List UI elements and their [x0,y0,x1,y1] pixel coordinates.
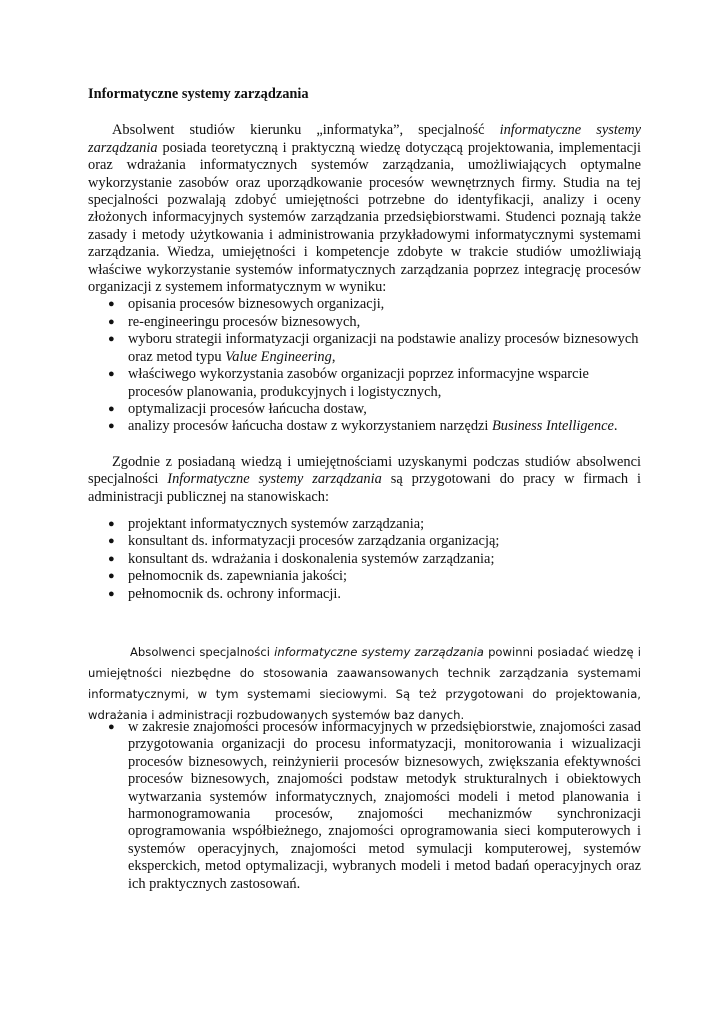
list-item: ● właściwego wykorzystania zasobów organizacji poprzez informacyjne wsparcie procesów planowania, produkcyjnych i logistycznych, [108,366,589,400]
bullet-icon: ● [108,402,115,415]
list-item: ● konsultant ds. wdrażania i doskonalenia systemów zarządzania; [108,550,495,567]
list-item: ● opisania procesów biznesowych organizacji, [108,296,385,313]
bullet-icon: ● [108,517,115,530]
bullet-icon: ● [108,298,115,311]
list-item: ● optymalizacji procesów łańcucha dostaw, [108,400,367,417]
list-item: ● pełnomocnik ds. ochrony informacji. [108,585,342,602]
list-item: ● re-engineeringu procesów biznesowych, [108,313,361,330]
bullet-icon: ● [108,587,115,600]
bullet-icon: ● [108,570,115,583]
list-item: ● analizy procesów łańcucha dostaw z wykorzystaniem narzędzi Business Intelligence. [108,418,618,435]
intro-text-italic: informatyczne systemy zarządzania [88,122,641,156]
bullet-icon: ● [108,315,115,328]
bullet-icon: ● [108,333,115,346]
document-page [88,86,641,603]
list-item: ● pełnomocnik ds. zapewniania jakości; [108,568,347,585]
document-title: Informatyczne systemy zarządzania [88,86,309,102]
list-item: ● konsultant ds. informatyzacji procesów zarządzania organizacją; [108,533,500,550]
intro-paragraph [88,122,641,296]
bullet-icon: ● [108,420,115,433]
positions-list [88,516,641,603]
graduates-paragraph: Absolwenci specjalności informatyczne systemy zarządzania powinni posiadać wiedzę i umiejętności niezbędne do stosowania zaawansowanych technik zarządzania systemami informatycznymi, w tym systemami sieciowymi. Są też przygotowani do projektowania, wdrażania i administracji rozbudowanych systemów baz danych. [88,644,641,722]
intro-text-a: Absolwent studiów kierunku „informatyka”, specjalność [112,122,500,139]
knowledge-list [88,719,641,893]
list-item: ● wyboru strategii informatyzacji organizacji na podstawie analizy procesów biznesowych oraz metod typu Value Engineering, [108,331,639,365]
careers-paragraph: Zgodnie z posiadaną wiedzą i umiejętnościami uzyskanymi podczas studiów absolwenci specjalności Informatyczne systemy zarządzania są przygotowani do pracy w firmach i administracji publicznej na stanowiskach: [88,453,641,505]
bullet-icon: ● [108,535,115,548]
intro-text-b: posiada teoretyczną i praktyczną wiedzę dotyczącą projektowania, implementacji oraz wdrażania informatycznych systemów zarządzania, umożliwiających optymalne wykorzystanie zasobów oraz uporządkowanie procesów wewnętrznych firmy. Studia na tej specjalności pozwalają zdobyć umiejętności potrzebne do identyfikacji, analizy i oceny złożonych informacyjnych systemów zarządzania przedsiębiorstwami. Studenci poznają także zasady i metody użytkowania i administrowania przykładowymi informatycznymi systemami zarządzania. Wiedza, umiejętności i kompetencje zdobyte w trakcie studiów umożliwiają właściwe wykorzystanie systemów informatycznych zarządzania poprzez integrację procesów organizacji z systemem informatycznym w wyniku: [88,139,641,296]
bullet-icon: ● [108,552,115,565]
outcomes-list [88,296,641,435]
list-item: ● projektant informatycznych systemów zarządzania; [108,515,425,532]
list-item: ● w zakresie znajomości procesów informacyjnych w przedsiębiorstwie, znajomości zasad przygotowania organizacji do procesu informatyzacji, monitorowania i wizualizacji procesów biznesowych, reinżynierii procesów biznesowych, zwiększania efektywności procesów biznesowych, znajomości podstaw metodyk strukturalnych i obiektowych wytwarzania systemów informatycznych, znajomości modeli i metod planowania i harmonogramowania procesów, znajomości mechanizmów synchronizacji oprogramowania współbieżnego, znajomości oprogramowania sieci komputerowych i systemów operacyjnych, znajomości metod symulacji komputerowej, systemów eksperckich, metod optymalizacji, wybranych modeli i metod badań operacyjnych oraz ich praktycznych zastosowań. [108,719,641,892]
bullet-icon: ● [108,368,115,381]
bullet-icon: ● [108,721,115,733]
